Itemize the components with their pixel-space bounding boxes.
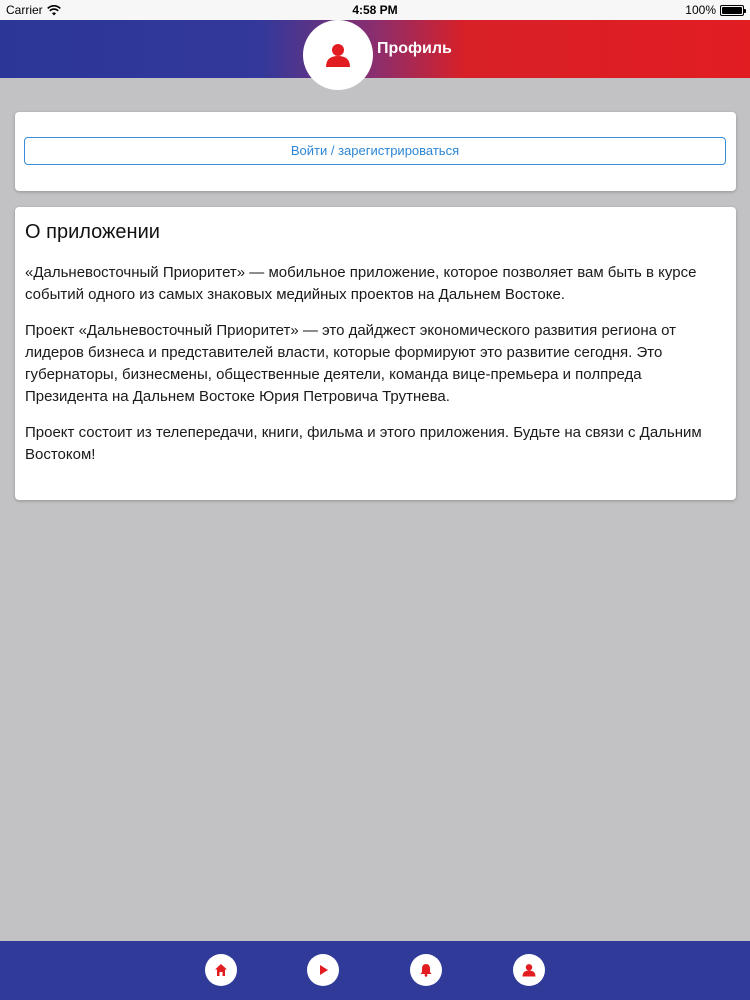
- battery-info: [685, 3, 744, 17]
- login-register-button[interactable]: Войти / зарегистрироваться: [24, 137, 726, 165]
- carrier-info: [6, 3, 61, 17]
- tab-home[interactable]: [205, 954, 237, 986]
- battery-icon: [720, 5, 744, 16]
- login-card: [15, 112, 736, 191]
- bell-icon: [419, 963, 433, 977]
- user-icon: [325, 42, 351, 68]
- play-icon: [316, 963, 330, 977]
- tab-profile[interactable]: [513, 954, 545, 986]
- tab-video[interactable]: [307, 954, 339, 986]
- about-paragraph: Проект «Дальневосточный Приоритет» — это дайджест экономического развития региона от лидеров бизнеса и представителей власти, которые формируют это развитие сегодня. Это губернаторы, бизнесмены, общественные деятели, команда вице-премьера и полпреда Президента на Дальнем Востоке Юрия Петровича Трутнева.: [25, 322, 676, 405]
- page-title: Профиль: [377, 40, 452, 57]
- status-bar: [0, 0, 750, 20]
- profile-avatar[interactable]: [303, 20, 373, 90]
- about-title: О приложении: [25, 221, 160, 243]
- user-icon: [522, 963, 536, 977]
- tab-bar: [0, 941, 750, 1000]
- app-header: [0, 20, 750, 78]
- wifi-icon: [47, 5, 61, 16]
- status-time: 4:58 PM: [352, 3, 398, 17]
- about-paragraph: «Дальневосточный Приоритет» — мобильное приложение, которое позволяет вам быть в курсе событий одного из самых знаковых медийных проектов на Дальнем Востоке.: [25, 264, 697, 303]
- tab-notifications[interactable]: [410, 954, 442, 986]
- battery-percent: 100%: [685, 3, 716, 17]
- carrier-label: Carrier: [6, 3, 43, 17]
- home-icon: [214, 963, 228, 977]
- about-card: [15, 207, 736, 500]
- about-paragraph: Проект состоит из телепередачи, книги, фильма и этого приложения. Будьте на связи с Дальним Востоком!: [25, 424, 702, 463]
